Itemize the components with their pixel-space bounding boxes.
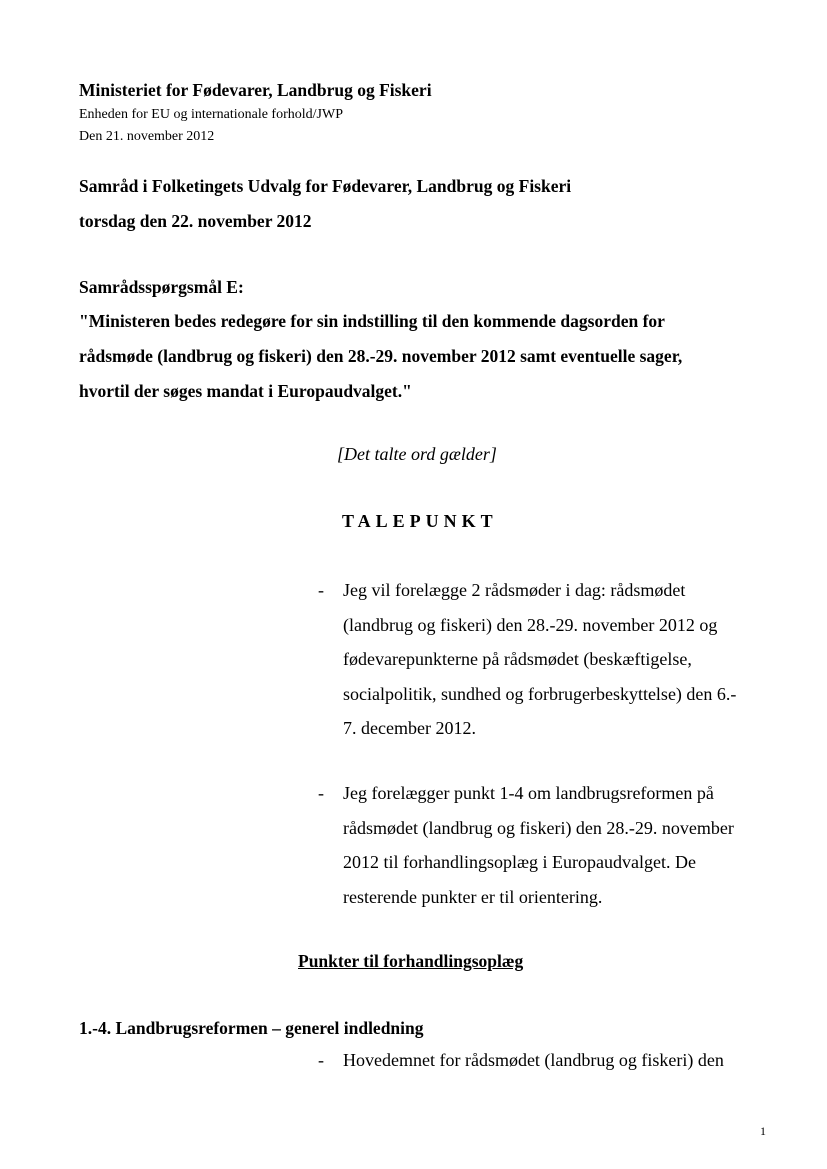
document-date: Den 21. november 2012 [79,129,215,144]
meeting-title: Samråd i Folketingets Udvalg for Fødevarer, Landbrug og Fiskeri [79,176,572,196]
bullet-1-line-2: (landbrug og fiskeri) den 28.-29. november 2012 og [343,615,718,635]
question-line-3: hvortil der søges mandat i Europaudvalget." [79,381,412,401]
bullet-dash: - [318,1050,324,1070]
bullet-1-line-3: fødevarepunkterne på rådsmødet (beskæftigelse, [343,649,692,669]
ministry-title: Ministeriet for Fødevarer, Landbrug og Fiskeri [79,80,432,100]
talepunkt-heading: TALEPUNKT [342,511,498,531]
bullet-2-line-1: Jeg forelægger punkt 1-4 om landbrugsreformen på [343,783,714,803]
spoken-word-note: [Det talte ord gælder] [337,444,497,464]
bullet-1-line-4: socialpolitik, sundhed og forbrugerbeskyttelse) den 6.- [343,684,737,704]
bullet-2-line-4: resterende punkter er til orientering. [343,887,603,907]
page-number: 1 [760,1124,766,1138]
section-title: Punkter til forhandlingsoplæg [298,951,524,971]
bullet-dash: - [318,580,324,600]
question-line-2: rådsmøde (landbrug og fiskeri) den 28.-29. november 2012 samt eventuelle sager, [79,346,683,366]
meeting-date: torsdag den 22. november 2012 [79,211,312,231]
bullet-dash: - [318,783,324,803]
bullet-3-line-1: Hovedemnet for rådsmødet (landbrug og fiskeri) den [343,1050,724,1070]
bullet-2-line-2: rådsmødet (landbrug og fiskeri) den 28.-29. november [343,818,734,838]
question-label: Samrådsspørgsmål E: [79,277,244,297]
bullet-1-line-1: Jeg vil forelægge 2 rådsmøder i dag: rådsmødet [343,580,686,600]
unit-line: Enheden for EU og internationale forhold/JWP [79,107,343,122]
question-line-1: "Ministeren bedes redegøre for sin indstilling til den kommende dagsorden for [79,311,665,331]
bullet-1-line-5: 7. december 2012. [343,718,476,738]
bullet-2-line-3: 2012 til forhandlingsoplæg i Europaudvalget. De [343,852,696,872]
subsection-heading: 1.-4. Landbrugsreformen – generel indledning [79,1018,424,1038]
